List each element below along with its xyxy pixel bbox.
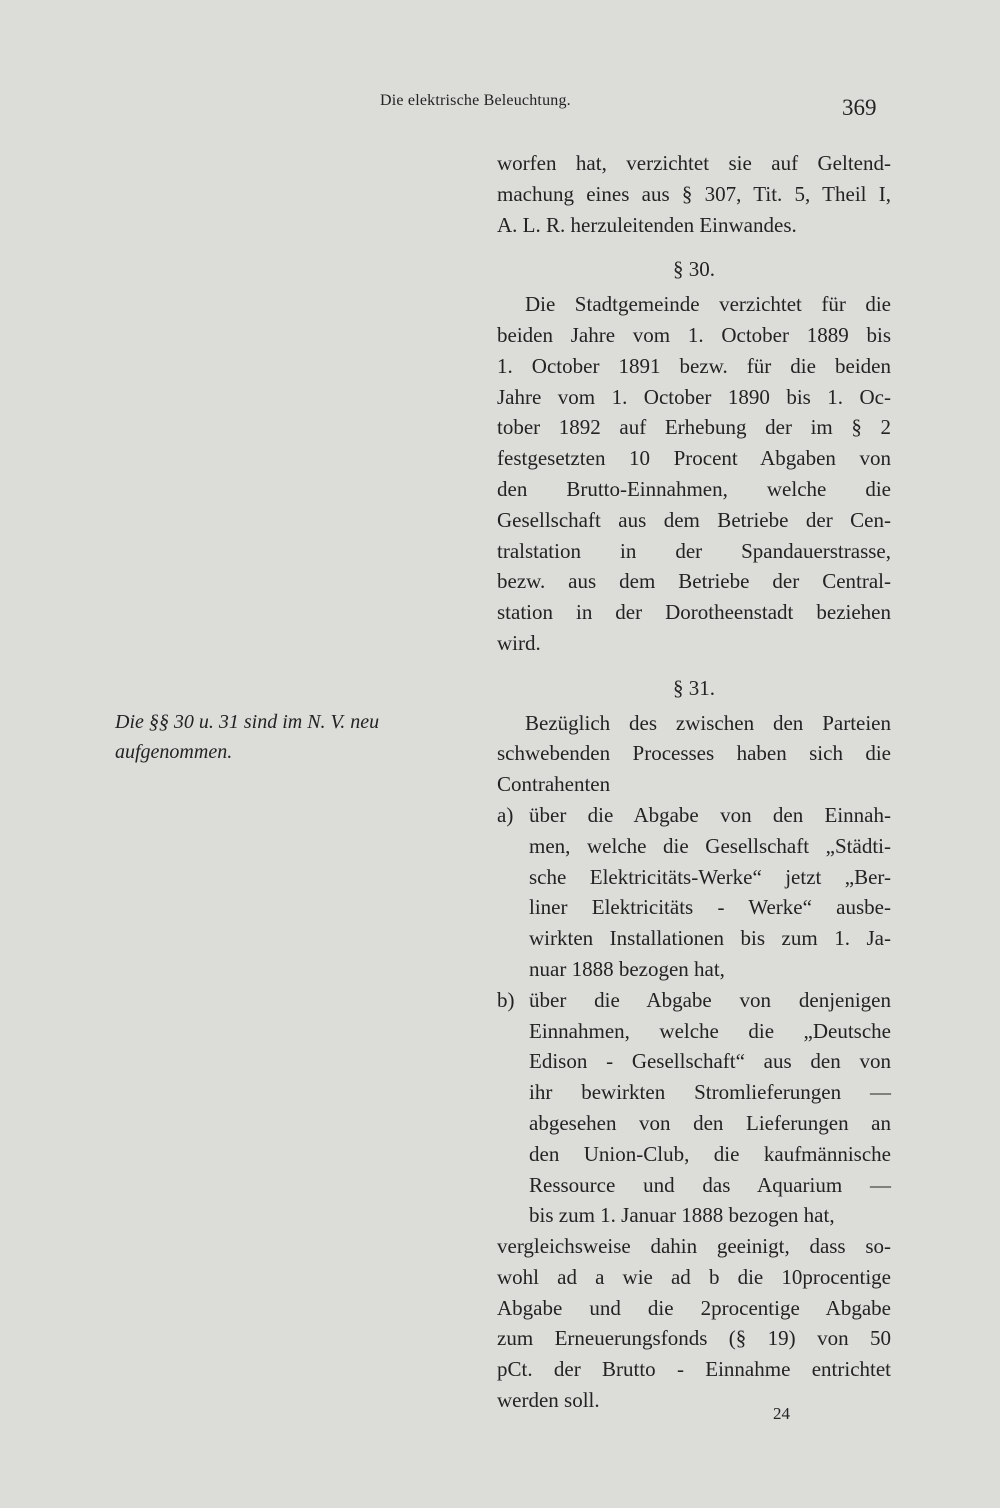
text-line: A. L. R. herzuleitenden Einwandes. — [497, 212, 797, 237]
text-line: abgesehen von den Lieferungen an — [529, 1110, 891, 1135]
text-line: pCt. der Brutto - Einnahme entrichtet — [497, 1357, 891, 1382]
text-line: wohl ad a wie ad b die 10procentige — [497, 1264, 891, 1289]
text-line: Bezüglich des zwischen den Parteien — [525, 710, 891, 735]
signature-mark: 24 — [773, 1404, 790, 1423]
text-line: Gesellschaft aus dem Betriebe der Cen- — [497, 507, 891, 532]
list-item-label: b) — [497, 987, 515, 1012]
text-line: bis zum 1. Januar 1888 bezogen hat, — [529, 1203, 835, 1228]
text-line: festgesetzten 10 Procent Abgaben von — [497, 446, 891, 471]
text-line: den Union-Club, die kaufmännische — [529, 1141, 891, 1166]
text-line: über die Abgabe von den Einnah- — [529, 802, 891, 827]
text-line: Abgabe und die 2procentige Abgabe — [497, 1295, 891, 1320]
text-line: über die Abgabe von denjenigen — [529, 987, 891, 1012]
margin-note — [115, 707, 485, 767]
text-line: Die Stadtgemeinde verzichtet für die — [525, 292, 891, 317]
page-number: 369 — [842, 95, 877, 120]
text-line: zum Erneuerungsfonds (§ 19) von 50 — [497, 1326, 891, 1351]
text-line: station in der Dorotheenstadt beziehen — [497, 600, 891, 625]
section-30-paragraph — [497, 289, 891, 659]
text-line: beiden Jahre vom 1. October 1889 bis — [497, 322, 891, 347]
list-item-b — [497, 985, 891, 1231]
text-line: Edison - Gesellschaft“ aus den von — [529, 1049, 891, 1074]
text-line: machung eines aus § 307, Tit. 5, Theil I, — [497, 181, 891, 206]
section-31-intro — [497, 708, 891, 800]
continuation-paragraph — [497, 148, 891, 240]
text-line: Einnahmen, welche die „Deutsche — [529, 1018, 891, 1043]
text-line: bezw. aus dem Betriebe der Central- — [497, 569, 891, 594]
text-line: den Brutto-Einnahmen, welche die — [497, 476, 891, 501]
text-line: ihr bewirkten Stromlieferungen — — [529, 1080, 891, 1105]
text-line: Jahre vom 1. October 1890 bis 1. Oc- — [497, 384, 891, 409]
text-line: wirkten Installationen bis zum 1. Ja- — [529, 926, 891, 951]
section-31-closing — [497, 1231, 891, 1416]
running-title: Die elektrische Beleuchtung. — [380, 92, 571, 109]
text-line: liner Elektricitäts - Werke“ ausbe- — [529, 895, 891, 920]
text-line: schwebenden Processes haben sich die — [497, 741, 891, 766]
main-text-column — [497, 148, 891, 1416]
list-item-a — [497, 800, 891, 985]
section-31-heading: § 31. — [673, 675, 715, 700]
text-line: nuar 1888 bezogen hat, — [529, 956, 725, 981]
section-30-heading: § 30. — [673, 257, 715, 282]
text-line: sche Elektricitäts-Werke“ jetzt „Ber- — [529, 864, 891, 889]
text-line: 1. October 1891 bezw. für die beiden — [497, 353, 891, 378]
text-line: men, welche die Gesellschaft „Städti- — [529, 833, 891, 858]
text-line: wird. — [497, 630, 541, 655]
text-line: Ressource und das Aquarium — — [529, 1172, 891, 1197]
text-line: tralstation in der Spandauerstrasse, — [497, 538, 891, 563]
text-line: worfen hat, verzichtet sie auf Geltend- — [497, 151, 891, 175]
text-line: vergleichsweise dahin geeinigt, dass so- — [497, 1234, 891, 1259]
text-line: Contrahenten — [497, 772, 611, 797]
text-line: tober 1892 auf Erhebung der im § 2 — [497, 415, 891, 440]
margin-note-line: aufgenommen. — [115, 741, 233, 763]
list-item-label: a) — [497, 802, 514, 827]
text-line: werden soll. — [497, 1388, 600, 1413]
margin-note-line: Die §§ 30 u. 31 sind im N. V. neu — [115, 711, 380, 733]
